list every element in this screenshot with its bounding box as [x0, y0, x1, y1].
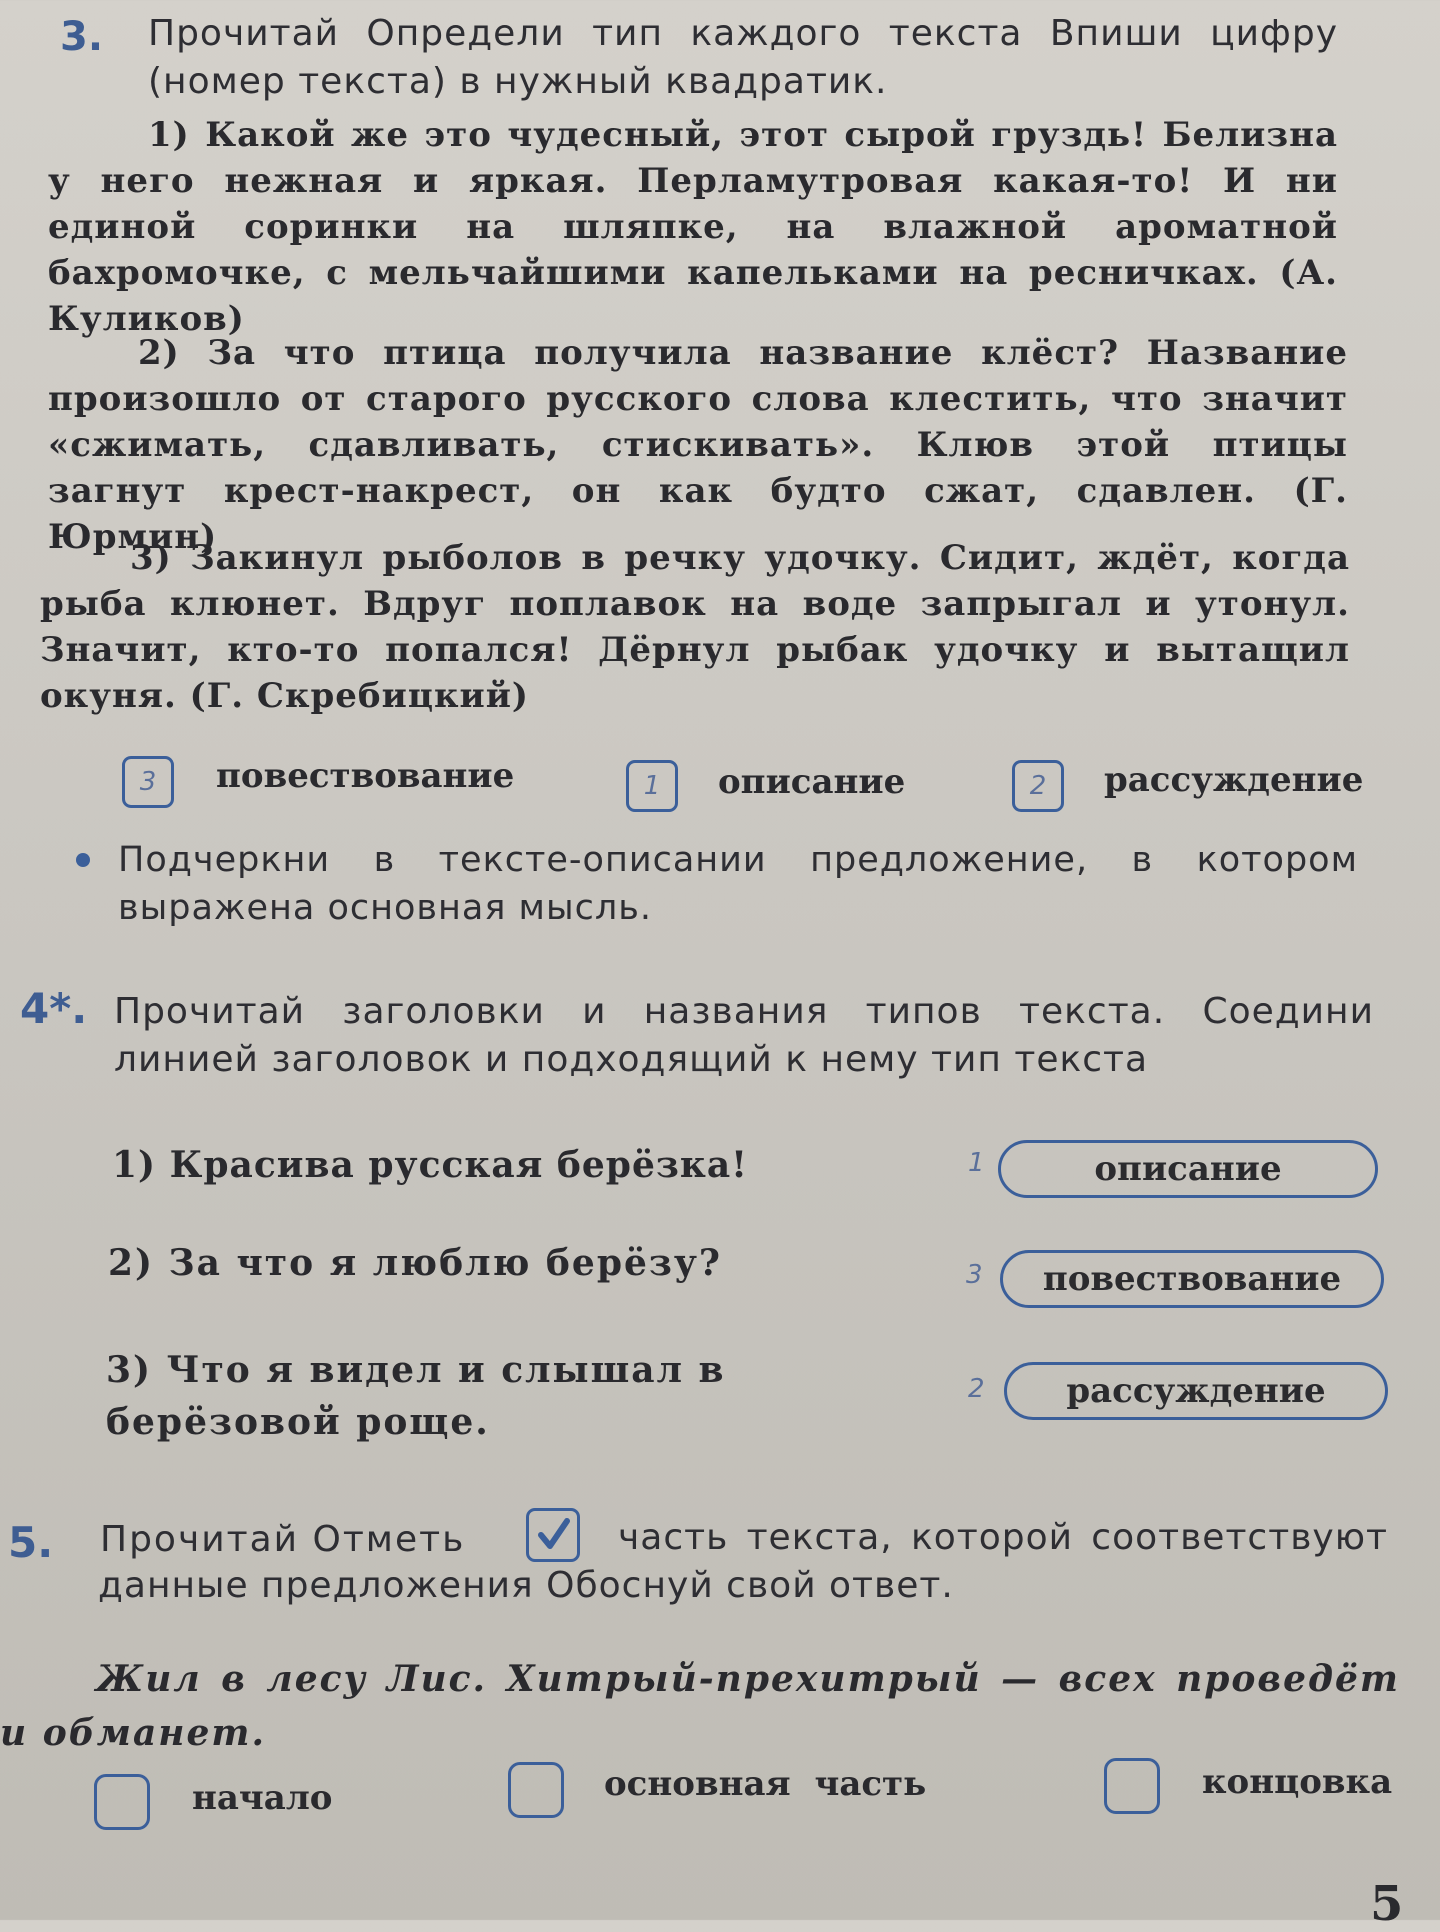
answer-box-reasoning[interactable] [1012, 760, 1064, 812]
handwritten-digit: 1 [643, 771, 661, 801]
label-beginning: начало [192, 1778, 333, 1818]
task-4-number: 4*. [20, 984, 88, 1033]
handwritten-mark: 1 [968, 1148, 985, 1178]
text-2: 2) За что птица получила название клёст? Название произошло от старого русского слова клестить, что значит «сжимать, сдавливать, стискивать». Клюв этой птицы загнут крест-накрест, он как будто сжат, сдавлен. (Г. Юрмин) [48, 333, 1348, 557]
heading-1: 1) Красива русская берёзка! [112, 1144, 748, 1186]
handwritten-mark: 3 [966, 1260, 983, 1290]
answer-box-narration[interactable] [122, 756, 174, 808]
handwritten-digit: 3 [139, 767, 157, 797]
task-3-bullet-text: Подчеркни в тексте-описании предложение, в котором выражена основная мысль. [118, 840, 1358, 928]
task-3-number: 3. [60, 14, 104, 60]
task-5-instruction-start: Прочитай Отметь [100, 1519, 466, 1560]
task-3-instruction: Прочитай Определи тип каждого текста Впиши цифру (номер текста) в нужный квадратик. [148, 13, 1338, 102]
heading-2: 2) За что я люблю берёзу? [108, 1242, 723, 1284]
handwritten-mark: 2 [968, 1374, 985, 1404]
type-reasoning-pill[interactable]: рассуждение [1004, 1362, 1388, 1420]
label-description: описание [718, 762, 906, 802]
task-5-instruction-rest: часть текста, которой соответствуют данные предложения Обоснуй свой ответ. [98, 1517, 1388, 1606]
text-1: 1) Какой же это чудесный, этот сырой груздь! Белизна у него нежная и яркая. Перламутровая какая-то! И ни единой соринки на шляпке, на влажной ароматной бахромочке, с мельчайшими капельками на ресничках. (А. Куликов) [48, 115, 1338, 339]
type-description-pill[interactable]: описание [998, 1140, 1378, 1198]
page-number: 5 [1370, 1876, 1404, 1932]
label-ending: концовка [1202, 1762, 1393, 1802]
answer-box-description[interactable] [626, 760, 678, 812]
task-4-instruction: Прочитай заголовки и названия типов текста. Соедини линией заголовок и подходящий к нему тип текста [114, 991, 1374, 1080]
label-narration: повествование [216, 756, 515, 796]
handwritten-digit: 2 [1029, 771, 1047, 801]
checkbox-beginning[interactable] [94, 1774, 150, 1830]
checkbox-ending[interactable] [1104, 1758, 1160, 1814]
checkbox-main-part[interactable] [508, 1762, 564, 1818]
heading-3: 3) Что я видел и слышал в берёзовой роще. [106, 1349, 726, 1443]
task-5-number: 5. [8, 1518, 54, 1567]
label-reasoning: рассуждение [1104, 760, 1364, 800]
type-narration-pill[interactable]: повествование [1000, 1250, 1384, 1308]
label-main-part: основная часть [604, 1764, 927, 1804]
bullet-icon [76, 853, 90, 867]
task-5-passage: Жил в лесу Лис. Хитрый-прехитрый — всех проведёт и обманет. [0, 1658, 1400, 1754]
text-3: 3) Закинул рыболов в речку удочку. Сидит, ждёт, когда рыба клюнет. Вдруг поплавок на воде запрыгал и утонул. Значит, кто-то попался! Дёрнул рыбак удочку и вытащил окуня. (Г. Скребицкий) [40, 538, 1350, 716]
